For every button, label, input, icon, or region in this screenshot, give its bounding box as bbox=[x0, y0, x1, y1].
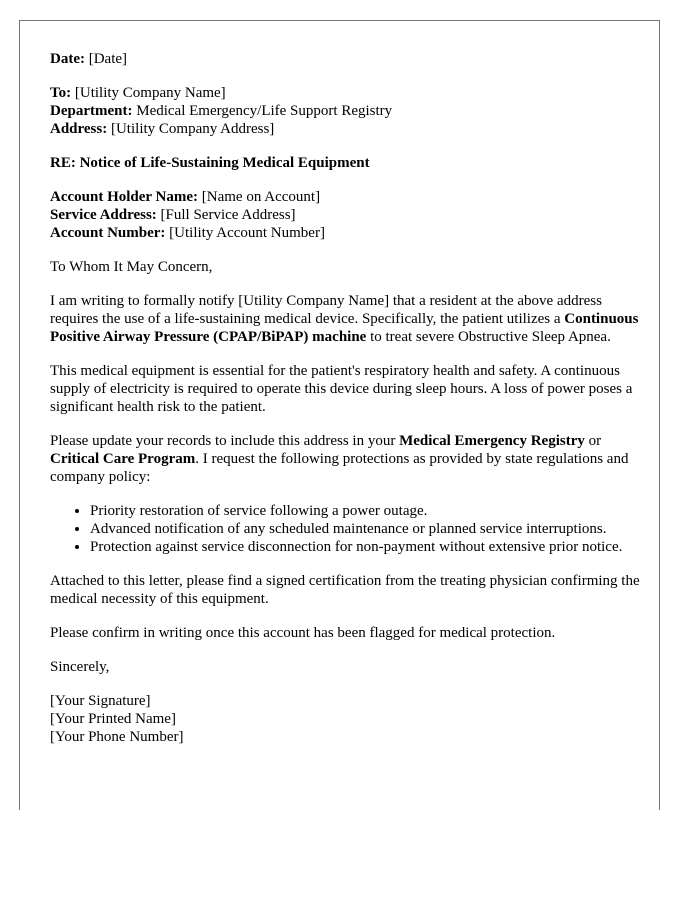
paragraph-device-outro: to treat severe Obstructive Sleep Apnea. bbox=[366, 329, 611, 345]
address-value: [Utility Company Address] bbox=[110, 121, 275, 137]
signature-block bbox=[50, 692, 640, 746]
closing: Sincerely, bbox=[50, 659, 110, 675]
recipient-block bbox=[50, 84, 640, 138]
department-label: Department: bbox=[50, 103, 133, 119]
signature-line: [Your Signature] bbox=[50, 693, 151, 709]
department-value: Medical Emergency/Life Support Registry bbox=[136, 103, 393, 119]
list-item: • Protection against service disconnection for non-payment without extensive prior notice. bbox=[90, 538, 640, 556]
paragraph-essential: This medical equipment is essential for the patient's respiratory health and safety. A continuous supply of electricity is required to operate this device during sleep hours. A loss of power poses a significant health risk to the patient. bbox=[50, 363, 633, 415]
account-number-value: [Utility Account Number] bbox=[169, 225, 325, 241]
program-name: Critical Care Program bbox=[50, 451, 196, 467]
device-name: Continuous Positive Airway Pressure (CPAP/BiPAP) machine bbox=[50, 311, 639, 345]
subject-text: RE: Notice of Life-Sustaining Medical Equipment bbox=[50, 155, 370, 171]
subject-line bbox=[50, 154, 640, 172]
paragraph-device-intro: I am writing to formally notify [Utility Company Name] that a resident at the above address requires the use of a life-sustaining medical device. Specifically, the patient utilizes a bbox=[50, 293, 602, 327]
printed-name-line: [Your Printed Name] bbox=[50, 711, 176, 727]
account-number-line bbox=[50, 224, 640, 242]
to-value: [Utility Company Name] bbox=[74, 85, 226, 101]
phone-number-line: [Your Phone Number] bbox=[50, 729, 184, 745]
date-line bbox=[50, 50, 640, 68]
to-label: To: bbox=[50, 85, 72, 101]
protections-list bbox=[50, 502, 640, 556]
paragraph-registry-or: or bbox=[584, 433, 602, 449]
list-item: • Advanced notification of any scheduled maintenance or planned service interruptions. bbox=[90, 520, 640, 538]
list-item: • Priority restoration of service following a power outage. bbox=[90, 502, 640, 520]
paragraph-attachment: Attached to this letter, please find a signed certification from the treating physician confirming the medical necessity of this equipment. bbox=[50, 573, 640, 607]
registry-name: Medical Emergency Registry bbox=[399, 433, 585, 449]
account-number-label: Account Number: bbox=[50, 225, 166, 241]
paragraph-confirm: Please confirm in writing once this account has been flagged for medical protection. bbox=[50, 625, 556, 641]
account-holder-value: [Name on Account] bbox=[201, 189, 321, 205]
address-line bbox=[50, 120, 640, 138]
letter-page bbox=[19, 20, 660, 810]
account-holder-label: Account Holder Name: bbox=[50, 189, 199, 205]
to-line bbox=[50, 84, 640, 102]
department-line bbox=[50, 102, 640, 120]
paragraph-device bbox=[50, 292, 640, 346]
service-address-value: [Full Service Address] bbox=[160, 207, 296, 223]
address-label: Address: bbox=[50, 121, 108, 137]
account-block bbox=[50, 188, 640, 242]
paragraph-registry bbox=[50, 432, 640, 486]
service-address-line bbox=[50, 206, 640, 224]
service-address-label: Service Address: bbox=[50, 207, 157, 223]
salutation: To Whom It May Concern, bbox=[50, 259, 213, 275]
letter-body bbox=[50, 50, 640, 746]
date-value: [Date] bbox=[88, 51, 128, 67]
date-label: Date: bbox=[50, 51, 85, 67]
paragraph-registry-outro: . I request the following protections as provided by state regulations and company policy: bbox=[50, 451, 629, 485]
account-holder-line bbox=[50, 188, 640, 206]
paragraph-registry-intro: Please update your records to include this address in your bbox=[50, 433, 400, 449]
